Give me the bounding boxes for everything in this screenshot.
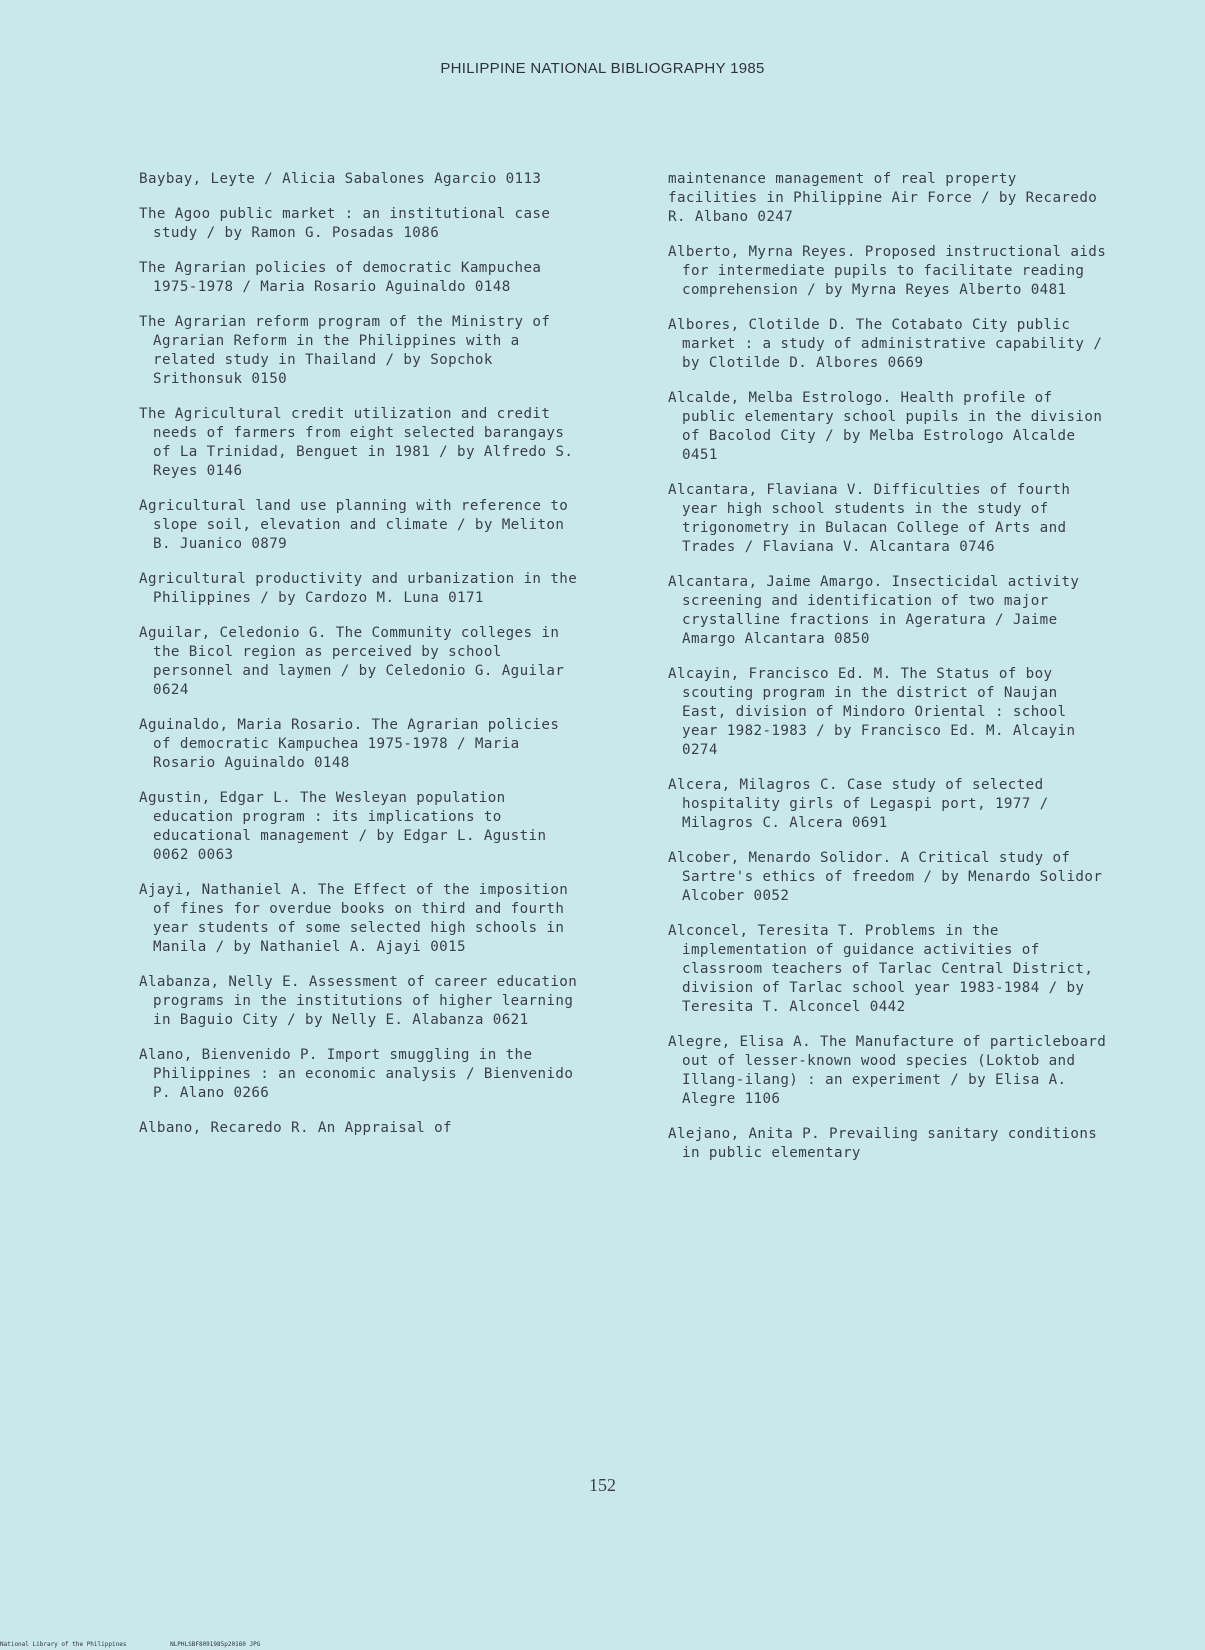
bibliography-entry: Alcayin, Francisco Ed. M. The Status of boy scouting program in the district of Naujan East, division of Mindoro Oriental : school year 1982-1983 / by Francisco Ed. M. Alcayin 0274 <box>668 666 1076 758</box>
scan-footer <box>0 1641 300 1648</box>
bibliography-entry: The Agoo public market : an institutional case study / by Ramon G. Posadas 1086 <box>139 206 551 241</box>
bibliography-entry: Alcantara, Flaviana V. Difficulties of fourth year high school students in the study of trigonometry in Bulacan College of Arts and Trades / Flaviana V. Alcantara 0746 <box>668 482 1071 555</box>
bibliography-entry: Agricultural land use planning with reference to slope soil, elevation and climate / by Meliton B. Juanico 0879 <box>139 498 569 552</box>
bibliography-entry: Albores, Clotilde D. The Cotabato City public market : a study of administrative capability / by Clotilde D. Albores 0669 <box>668 317 1103 371</box>
bibliography-entry: The Agrarian policies of democratic Kampuchea 1975-1978 / Maria Rosario Aguinaldo 0148 <box>139 260 542 295</box>
bibliography-entry: Alabanza, Nelly E. Assessment of career education programs in the institutions of higher learning in Baguio City / by Nelly E. Alabanza 0621 <box>139 974 578 1028</box>
bibliography-entry: Alano, Bienvenido P. Import smuggling in the Philippines : an economic analysis / Bienvenido P. Alano 0266 <box>139 1047 574 1101</box>
bibliography-entry: Ajayi, Nathaniel A. The Effect of the imposition of fines for overdue books on third and fourth year students of some selected high schools in Manila / by Nathaniel A. Ajayi 0015 <box>139 882 569 955</box>
bibliography-entry: Alcantara, Jaime Amargo. Insecticidal activity screening and identification of two major crystalline fractions in Ageratura / Jaime Amargo Alcantara 0850 <box>668 574 1080 647</box>
bibliography-entry: Albano, Recaredo R. An Appraisal of <box>139 1120 452 1136</box>
bibliography-entry: Alcera, Milagros C. Case study of selected hospitality girls of Legaspi port, 1977 / Milagros C. Alcera 0691 <box>668 777 1049 831</box>
bibliography-entry: The Agricultural credit utilization and credit needs of farmers from eight selected barangays of La Trinidad, Benguet in 1981 / by Alfredo S. Reyes 0146 <box>139 406 574 479</box>
bibliography-entry-continued: maintenance management of real property facilities in Philippine Air Force / by Recaredo R. Albano 0247 <box>668 171 1098 225</box>
bibliography-entry: Alegre, Elisa A. The Manufacture of particleboard out of lesser-known wood species (Loktob and Illang-ilang) : an experiment / by Elisa A. Alegre 1106 <box>668 1034 1107 1107</box>
footer-file-id: NLPHLSBF8091985p20160 JPG <box>170 1641 261 1648</box>
bibliography-entry: Alconcel, Teresita T. Problems in the implementation of guidance activities of classroom teachers of Tarlac Central District, division of Tarlac school year 1983-1984 / by Teresita T. Alconcel 0442 <box>668 923 1094 1015</box>
bibliography-entry: The Agrarian reform program of the Ministry of Agrarian Reform in the Philippines with a related study in Thailand / by Sopchok Srithonsuk 0150 <box>139 314 551 387</box>
bibliography-entry: Aguilar, Celedonio G. The Community colleges in the Bicol region as perceived by school personnel and laymen / by Celedonio G. Aguilar 0624 <box>139 625 565 698</box>
bibliography-entry: Alejano, Anita P. Prevailing sanitary conditions in public elementary <box>668 1126 1098 1161</box>
bibliography-entry: Alcalde, Melba Estrologo. Health profile of public elementary school pupils in the division of Bacolod City / by Melba Estrologo Alcalde 0451 <box>668 390 1103 463</box>
footer-library: National Library of the Philippines <box>0 1641 127 1648</box>
bibliography-entry: Alcober, Menardo Solidor. A Critical study of Sartre's ethics of freedom / by Menardo Solidor Alcober 0052 <box>668 850 1103 904</box>
right-column <box>668 170 1108 1179</box>
bibliography-entry: Agustin, Edgar L. The Wesleyan population education program : its implications to educational management / by Edgar L. Agustin 0062 0063 <box>139 790 547 863</box>
bibliography-entry: Alberto, Myrna Reyes. Proposed instructional aids for intermediate pupils to facilitate reading comprehension / by Myrna Reyes Alberto 0481 <box>668 244 1107 298</box>
page-number: 152 <box>589 1475 616 1495</box>
bibliography-entry: Aguinaldo, Maria Rosario. The Agrarian policies of democratic Kampuchea 1975-1978 / Maria Rosario Aguinaldo 0148 <box>139 717 560 771</box>
left-column <box>139 170 579 1154</box>
bibliography-entry: Agricultural productivity and urbanization in the Philippines / by Cardozo M. Luna 0171 <box>139 571 578 606</box>
page-header: PHILIPPINE NATIONAL BIBLIOGRAPHY 1985 <box>440 60 765 77</box>
bibliography-entry: Baybay, Leyte / Alicia Sabalones Agarcio 0113 <box>139 171 542 187</box>
